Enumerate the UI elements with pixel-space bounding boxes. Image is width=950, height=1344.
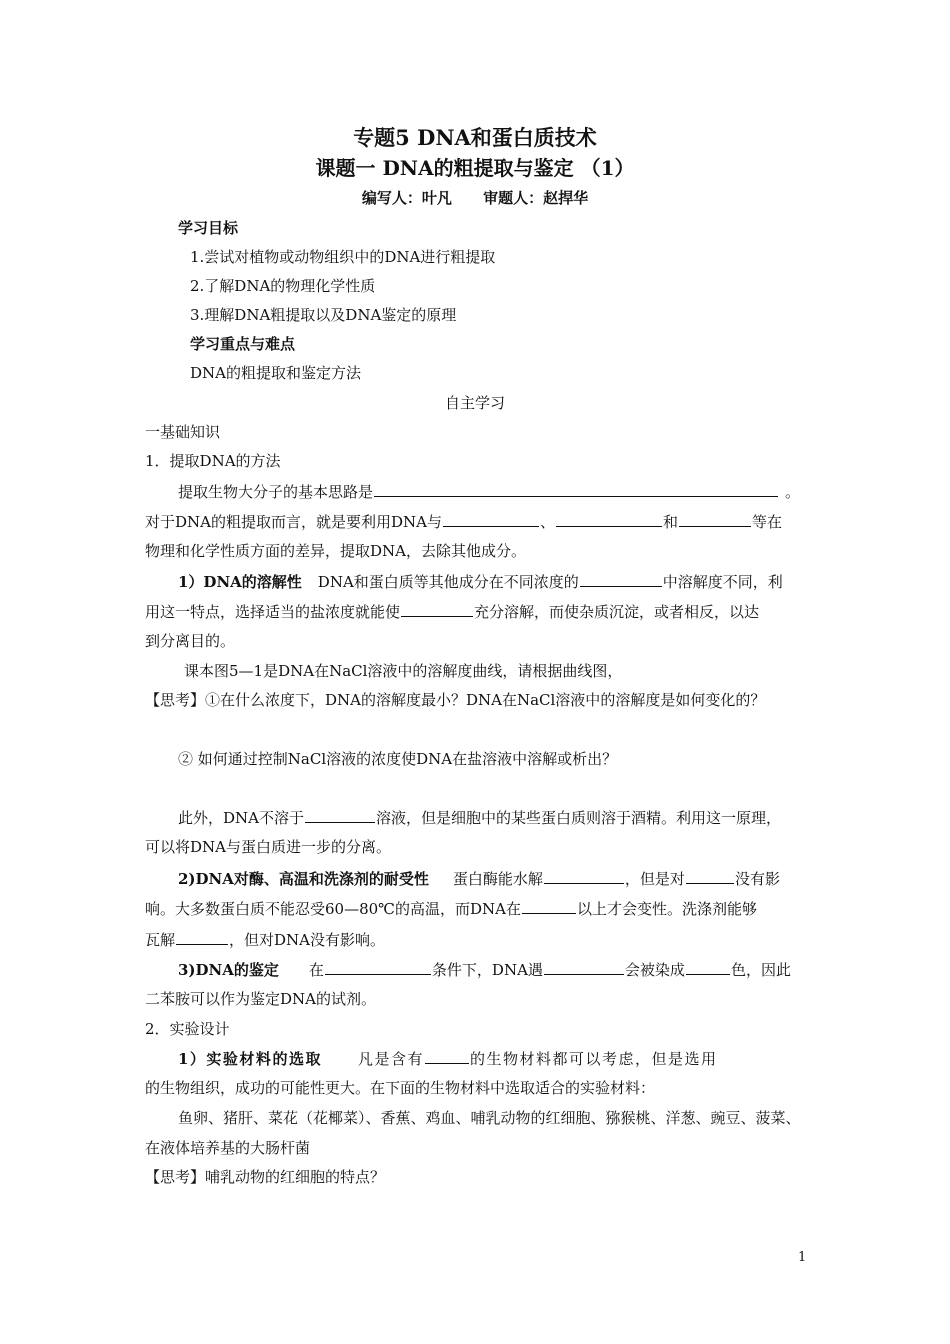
text: 会被染成 [624,961,685,979]
text: 在 [308,961,324,979]
identification-label: 3)DNA的鉴定 [178,961,279,979]
alcohol-line-1 [178,807,781,828]
fill-blank[interactable] [401,601,473,617]
fill-blank[interactable] [522,898,576,914]
text: 等在 [752,513,783,531]
think-question-1: 【思考】①在什么浓度下，DNA的溶解度最小？DNA在NaCl溶液中的溶解度是如何变化的？ [145,691,766,709]
authors-line: 编写人：叶凡 审题人：赵捍华 [361,189,589,207]
objective-item-1: 1.尝试对植物或动物组织中的DNA进行粗提取 [190,248,496,266]
page-number: 1 [798,1250,807,1265]
alcohol-line-2: 可以将DNA与蛋白质进一步的分离。 [145,838,391,856]
tolerance-label: 2)DNA对酶、高温和洗涤剂的耐受性 [178,870,429,888]
fill-blank[interactable] [425,1048,469,1064]
paragraph-properties [145,511,782,532]
objective-item-2: 2.了解DNA的物理化学性质 [190,277,376,295]
text: 响。大多数蛋白质不能忍受60—80℃的高温，而DNA在 [145,900,521,918]
fill-blank[interactable] [374,481,778,497]
tolerance-line-3 [145,929,385,950]
fill-blank[interactable] [176,929,228,945]
text: 充分溶解，而使杂质沉淀，或者相反，以达 [474,603,760,621]
tolerance-line-1 [178,868,780,889]
fill-blank[interactable] [556,511,662,527]
text: ，但是对 [624,870,685,888]
text: 溶液，但是细胞中的某些蛋白质则溶于酒精。利用这一原理， [376,809,782,827]
materials-list-line-1: 鱼卵、猪肝、菜花（花椰菜）、香蕉、鸡血、哺乳动物的红细胞、猕猴桃、洋葱、豌豆、菠菜、 [178,1109,801,1127]
text: 以上才会变性。洗涤剂能够 [576,900,757,918]
fill-blank[interactable] [544,868,624,884]
text: 和 [663,513,679,531]
think-question-3: 【思考】哺乳动物的红细胞的特点？ [145,1168,386,1186]
identification-line-1 [178,959,791,980]
paragraph-principle [178,481,800,502]
fill-blank[interactable] [443,511,539,527]
focus-text: DNA的粗提取和鉴定方法 [190,364,361,382]
text: 、 [539,513,555,531]
fill-blank[interactable] [544,959,624,975]
materials-list-line-2: 在液体培养基的大肠杆菌 [145,1139,311,1157]
text: 。 [785,483,801,501]
section1-heading: 一基础知识 [145,423,221,441]
solubility-line-2 [145,601,759,622]
self-study-heading: 自主学习 [444,394,505,412]
objectives-heading: 学习目标 [178,219,239,237]
text: 色，因此 [730,961,791,979]
fill-blank[interactable] [325,959,431,975]
lesson-subtitle: 课题一 DNA的粗提取与鉴定 （1） [315,156,635,180]
objective-item-3: 3.理解DNA粗提取以及DNA鉴定的原理 [190,306,457,324]
text: ，但对DNA没有影响。 [229,931,386,949]
text: 凡是含有 [357,1050,424,1068]
fill-blank[interactable] [305,807,375,823]
solubility-label: 1）DNA的溶解性 [178,573,302,591]
fill-blank[interactable] [580,571,662,587]
identification-line-2: 二苯胺可以作为鉴定DNA的试剂。 [145,990,376,1008]
fill-blank[interactable] [686,868,734,884]
text: 用这一特点，选择适当的盐浓度就能使 [145,603,401,621]
fill-blank[interactable] [686,959,730,975]
text: DNA和蛋白质等其他成分在不同浓度的 [317,573,579,591]
materials-line-2: 的生物组织，成功的可能性更大。在下面的生物材料中选取适合的实验材料： [145,1079,656,1097]
text: 此外，DNA不溶于 [178,809,304,827]
text: 的生物材料都可以考虑，但是选用 [469,1050,718,1068]
fill-blank[interactable] [679,511,751,527]
section2-heading: 2．实验设计 [145,1020,230,1038]
materials-line-1 [178,1048,717,1069]
text: 条件下，DNA遇 [431,961,543,979]
solubility-line-1 [178,571,783,592]
solubility-line-3: 到分离目的。 [145,632,236,650]
materials-label: 1）实验材料的选取 [178,1050,322,1068]
text: 蛋白酶能水解 [452,870,543,888]
text: 瓦解 [145,931,176,949]
text: 中溶解度不同，利 [662,573,783,591]
tolerance-line-2 [145,898,757,919]
think-question-2: ② 如何通过控制NaCl溶液的浓度使DNA在盐溶液中溶解或析出？ [178,750,618,768]
text: 提取生物大分子的基本思路是 [178,483,374,501]
text: 没有影 [734,870,780,888]
figure-reference: 课本图5—1是DNA在NaCl溶液中的溶解度曲线，请根据曲线图， [184,662,623,680]
focus-heading: 学习重点与难点 [190,335,296,353]
section1-sub1: 1．提取DNA的方法 [145,452,281,470]
document-title: 专题5 DNA和蛋白质技术 [353,125,597,150]
text: 对于DNA的粗提取而言，就是要利用DNA与 [145,513,442,531]
paragraph-properties-cont: 物理和化学性质方面的差异，提取DNA，去除其他成分。 [145,542,526,560]
